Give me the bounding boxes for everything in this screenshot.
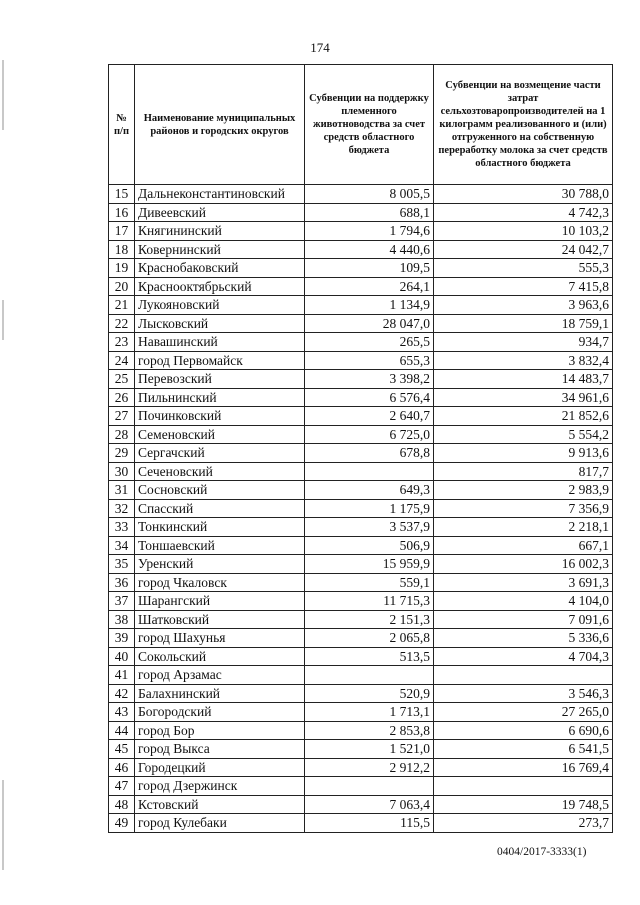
row-milk-subsidy: 18 759,1 [434,314,613,333]
row-livestock-subsidy: 1 794,6 [305,222,434,241]
table-row [109,814,613,833]
row-milk-subsidy: 27 265,0 [434,703,613,722]
row-number: 17 [109,222,135,241]
row-milk-subsidy: 4 742,3 [434,203,613,222]
row-livestock-subsidy: 655,3 [305,351,434,370]
row-number: 32 [109,499,135,518]
row-number: 22 [109,314,135,333]
row-livestock-subsidy: 6 576,4 [305,388,434,407]
row-number: 20 [109,277,135,296]
row-number: 26 [109,388,135,407]
table-row [109,573,613,592]
row-livestock-subsidy: 513,5 [305,647,434,666]
row-district-name: Богородский [135,703,305,722]
row-livestock-subsidy: 1 713,1 [305,703,434,722]
table-row [109,777,613,796]
table-row [109,333,613,352]
row-number: 29 [109,444,135,463]
row-district-name: город Бор [135,721,305,740]
row-livestock-subsidy: 109,5 [305,259,434,278]
table-row [109,259,613,278]
row-milk-subsidy: 24 042,7 [434,240,613,259]
row-number: 23 [109,333,135,352]
row-number: 25 [109,370,135,389]
row-livestock-subsidy: 2 065,8 [305,629,434,648]
table-row [109,536,613,555]
row-livestock-subsidy: 1 134,9 [305,296,434,315]
page-number: 174 [310,40,330,55]
table-row [109,185,613,204]
row-milk-subsidy [434,666,613,685]
row-district-name: Краснобаковский [135,259,305,278]
row-district-name: Пильнинский [135,388,305,407]
row-livestock-subsidy: 1 175,9 [305,499,434,518]
row-number: 37 [109,592,135,611]
row-milk-subsidy: 934,7 [434,333,613,352]
row-district-name: Тоншаевский [135,536,305,555]
row-milk-subsidy: 7 415,8 [434,277,613,296]
row-number: 38 [109,610,135,629]
row-milk-subsidy: 817,7 [434,462,613,481]
row-milk-subsidy: 3 546,3 [434,684,613,703]
row-district-name: Шарангский [135,592,305,611]
row-number: 45 [109,740,135,759]
table-row [109,592,613,611]
table-header-row [109,65,613,185]
row-district-name: Дивеевский [135,203,305,222]
row-livestock-subsidy: 3 537,9 [305,518,434,537]
row-milk-subsidy: 2 218,1 [434,518,613,537]
row-district-name: Кстовский [135,795,305,814]
header-livestock-subsidy: Субвенции на поддержку племенного животноводства за счет средств областного бюджета [305,65,434,185]
row-district-name: город Шахунья [135,629,305,648]
row-number: 43 [109,703,135,722]
row-district-name: Лукояновский [135,296,305,315]
row-milk-subsidy: 2 983,9 [434,481,613,500]
row-livestock-subsidy: 28 047,0 [305,314,434,333]
row-number: 44 [109,721,135,740]
table-row [109,740,613,759]
row-district-name: Сосновский [135,481,305,500]
row-number: 39 [109,629,135,648]
row-district-name: город Дзержинск [135,777,305,796]
subsidy-table [108,64,613,833]
row-livestock-subsidy: 15 959,9 [305,555,434,574]
row-livestock-subsidy: 2 151,3 [305,610,434,629]
row-district-name: Шатковский [135,610,305,629]
table-row [109,758,613,777]
row-milk-subsidy: 3 691,3 [434,573,613,592]
row-district-name: Балахнинский [135,684,305,703]
row-milk-subsidy: 9 913,6 [434,444,613,463]
row-number: 34 [109,536,135,555]
row-number: 24 [109,351,135,370]
document-code: 0404/2017-3333(1) [497,846,587,858]
table-row [109,610,613,629]
row-milk-subsidy: 7 091,6 [434,610,613,629]
row-district-name: Спасский [135,499,305,518]
row-milk-subsidy: 273,7 [434,814,613,833]
row-district-name: Княгининский [135,222,305,241]
row-milk-subsidy: 3 963,6 [434,296,613,315]
table-row [109,481,613,500]
row-district-name: Навашинский [135,333,305,352]
row-district-name: Починковский [135,407,305,426]
row-milk-subsidy: 4 104,0 [434,592,613,611]
row-district-name: Краснооктябрьский [135,277,305,296]
table-row [109,240,613,259]
row-district-name: Семеновский [135,425,305,444]
row-number: 30 [109,462,135,481]
row-milk-subsidy: 6 541,5 [434,740,613,759]
row-district-name: город Арзамас [135,666,305,685]
row-number: 15 [109,185,135,204]
row-number: 16 [109,203,135,222]
row-number: 33 [109,518,135,537]
row-livestock-subsidy: 2 853,8 [305,721,434,740]
row-number: 46 [109,758,135,777]
row-district-name: Тонкинский [135,518,305,537]
table-row [109,277,613,296]
row-milk-subsidy: 5 336,6 [434,629,613,648]
row-district-name: город Выкса [135,740,305,759]
row-livestock-subsidy: 678,8 [305,444,434,463]
row-milk-subsidy: 14 483,7 [434,370,613,389]
table-row [109,666,613,685]
row-number: 42 [109,684,135,703]
row-livestock-subsidy: 2 912,2 [305,758,434,777]
header-num: № п/п [109,65,135,185]
row-milk-subsidy: 555,3 [434,259,613,278]
row-livestock-subsidy: 4 440,6 [305,240,434,259]
row-livestock-subsidy: 11 715,3 [305,592,434,611]
table-row [109,407,613,426]
row-number: 28 [109,425,135,444]
row-milk-subsidy: 21 852,6 [434,407,613,426]
row-milk-subsidy: 5 554,2 [434,425,613,444]
row-livestock-subsidy [305,777,434,796]
row-number: 47 [109,777,135,796]
table-row [109,444,613,463]
row-number: 27 [109,407,135,426]
row-milk-subsidy: 7 356,9 [434,499,613,518]
row-district-name: Уренский [135,555,305,574]
row-livestock-subsidy: 115,5 [305,814,434,833]
table-row [109,629,613,648]
row-livestock-subsidy: 6 725,0 [305,425,434,444]
row-district-name: Сокольский [135,647,305,666]
row-livestock-subsidy: 3 398,2 [305,370,434,389]
row-number: 35 [109,555,135,574]
row-number: 31 [109,481,135,500]
row-district-name: Лысковский [135,314,305,333]
table-row [109,684,613,703]
table-row [109,795,613,814]
table-row [109,703,613,722]
row-livestock-subsidy: 7 063,4 [305,795,434,814]
row-milk-subsidy: 667,1 [434,536,613,555]
row-district-name: город Кулебаки [135,814,305,833]
table-row [109,351,613,370]
row-livestock-subsidy: 265,5 [305,333,434,352]
row-district-name: Сергачский [135,444,305,463]
row-milk-subsidy: 16 002,3 [434,555,613,574]
row-number: 41 [109,666,135,685]
row-number: 21 [109,296,135,315]
row-livestock-subsidy: 520,9 [305,684,434,703]
row-number: 18 [109,240,135,259]
table-row [109,388,613,407]
row-livestock-subsidy: 1 521,0 [305,740,434,759]
row-number: 48 [109,795,135,814]
row-livestock-subsidy [305,462,434,481]
table-row [109,425,613,444]
row-milk-subsidy: 19 748,5 [434,795,613,814]
row-district-name: город Чкаловск [135,573,305,592]
table-row [109,462,613,481]
row-number: 40 [109,647,135,666]
table-row [109,555,613,574]
scan-edge-mark [2,780,4,870]
row-milk-subsidy: 3 832,4 [434,351,613,370]
table-row [109,222,613,241]
row-district-name: Сеченовский [135,462,305,481]
row-livestock-subsidy [305,666,434,685]
row-livestock-subsidy: 506,9 [305,536,434,555]
table-row [109,314,613,333]
table-row [109,518,613,537]
header-name: Наименование муниципальных районов и городских округов [135,65,305,185]
row-district-name: Городецкий [135,758,305,777]
row-milk-subsidy: 16 769,4 [434,758,613,777]
row-milk-subsidy: 34 961,6 [434,388,613,407]
table-row [109,296,613,315]
row-number: 36 [109,573,135,592]
row-milk-subsidy: 6 690,6 [434,721,613,740]
scan-edge-mark [2,60,4,130]
row-district-name: город Первомайск [135,351,305,370]
row-milk-subsidy [434,777,613,796]
row-livestock-subsidy: 649,3 [305,481,434,500]
table-row [109,721,613,740]
row-number: 19 [109,259,135,278]
row-district-name: Дальнеконстантиновский [135,185,305,204]
table-row [109,203,613,222]
header-milk-subsidy: Субвенции на возмещение части затрат сельхозтоваропроизводителей на 1 килограмм реализованного и (или) отгруженного на собственную переработку молока за счет средств областного бюджета [434,65,613,185]
row-livestock-subsidy: 8 005,5 [305,185,434,204]
row-livestock-subsidy: 688,1 [305,203,434,222]
table-row [109,499,613,518]
row-livestock-subsidy: 559,1 [305,573,434,592]
row-milk-subsidy: 10 103,2 [434,222,613,241]
row-livestock-subsidy: 264,1 [305,277,434,296]
row-milk-subsidy: 30 788,0 [434,185,613,204]
table-row [109,647,613,666]
row-number: 49 [109,814,135,833]
row-livestock-subsidy: 2 640,7 [305,407,434,426]
row-district-name: Ковернинский [135,240,305,259]
row-district-name: Перевозский [135,370,305,389]
scan-edge-mark [2,300,4,340]
table-row [109,370,613,389]
row-milk-subsidy: 4 704,3 [434,647,613,666]
